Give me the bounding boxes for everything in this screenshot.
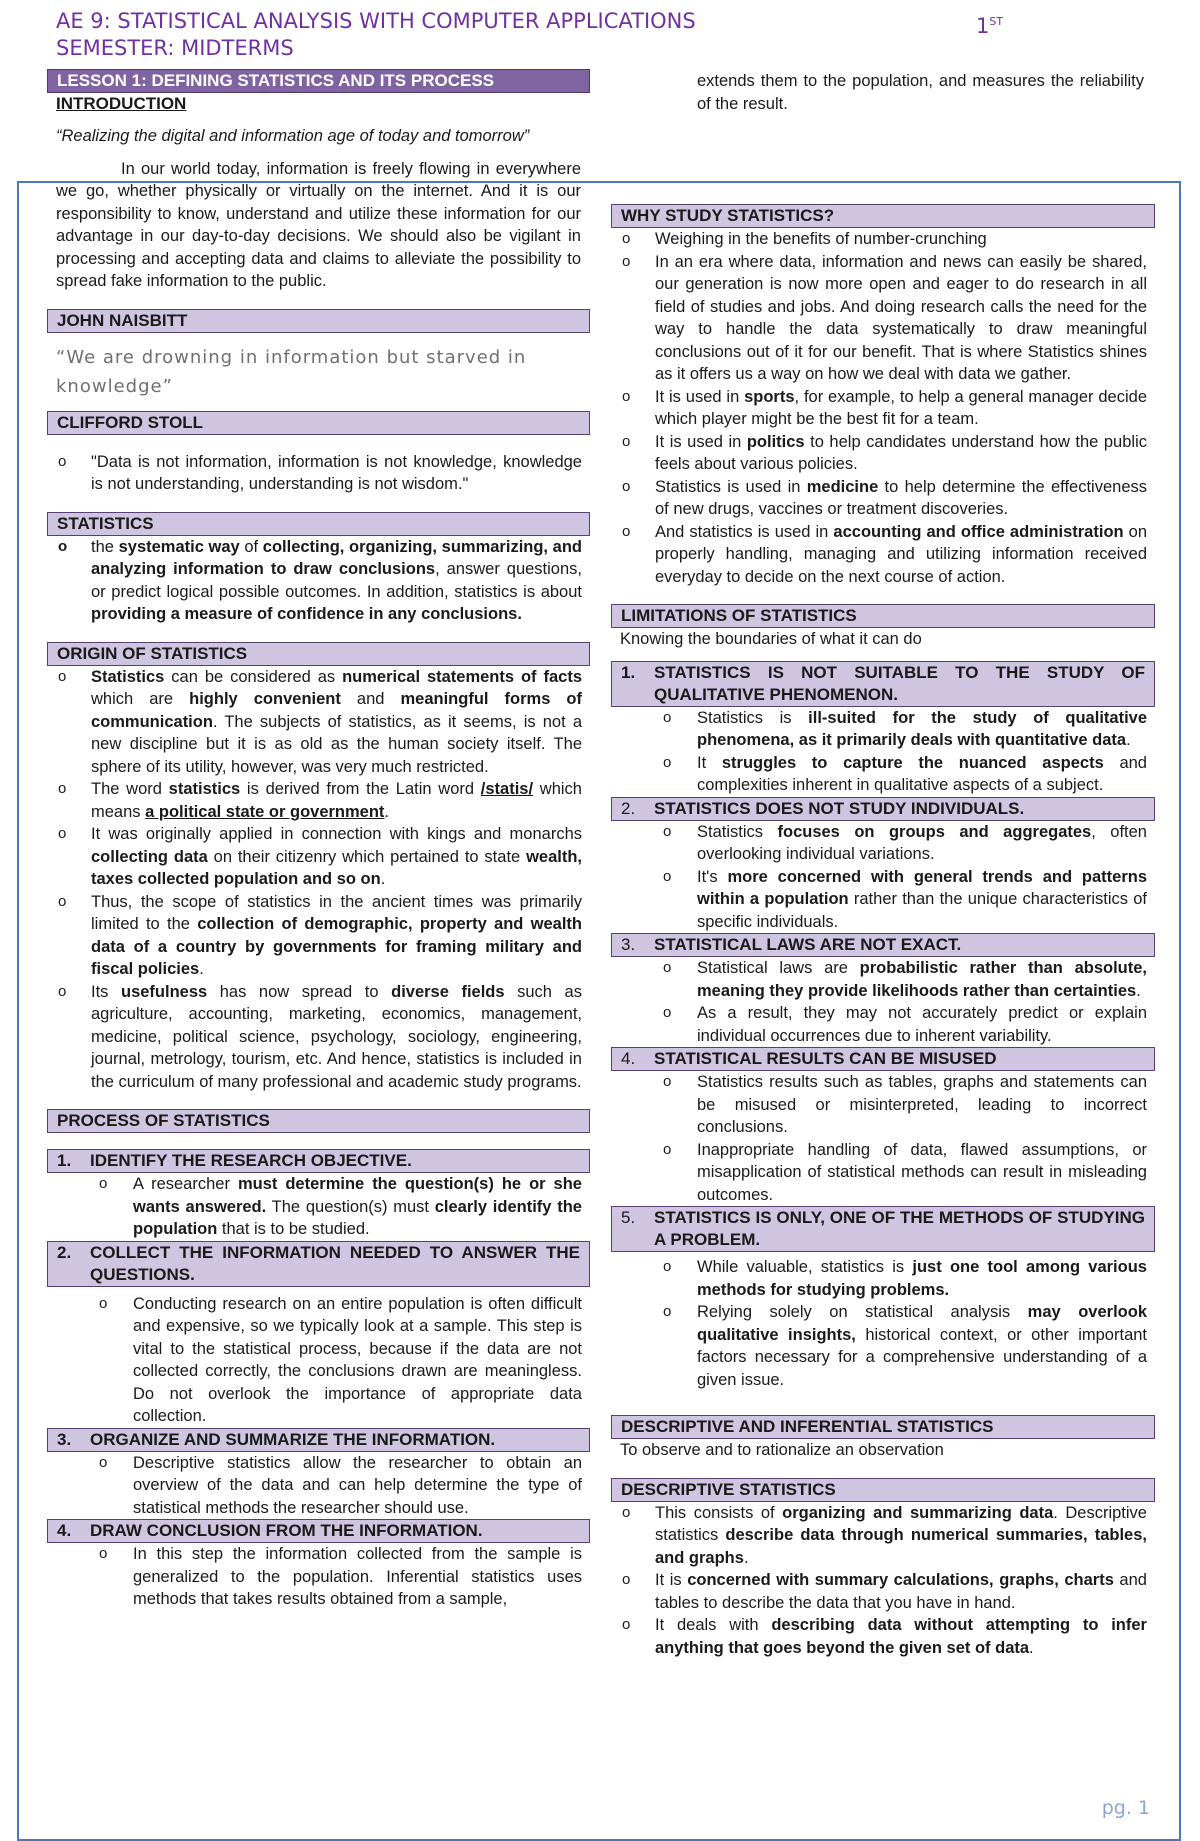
intro-quote: “Realizing the digital and information age of today and tomorrow” [56, 127, 530, 145]
stoll-quote: o "Data is not information, information is not knowledge, knowledge is not understanding, understanding is not wisdom." [47, 451, 590, 496]
limitation-2: 2. STATISTICS DOES NOT STUDY INDIVIDUALS. [611, 797, 1155, 821]
stoll-heading: CLIFFORD STOLL [47, 411, 590, 435]
list-item: o Statistics results such as tables, graphs and statements can be misused or misinterpreted, leading to incorrect conclusions. [611, 1071, 1155, 1139]
limitation-1: 1. STATISTICS IS NOT SUITABLE TO THE STUDY OF QUALITATIVE PHENOMENON. [611, 661, 1155, 707]
descriptive-inferential-heading: DESCRIPTIVE AND INFERENTIAL STATISTICS [611, 1415, 1155, 1439]
list-item: o Statistical laws are probabilistic rather than absolute, meaning they provide likelihoods rather than certainties. [611, 957, 1155, 1002]
list-item: o In this step the information collected from the sample is generalized to the population. Inferential statistics uses methods that takes results obtained from a sample, [47, 1543, 590, 1611]
limitation-5-list [611, 1256, 1155, 1391]
list-item: o As a result, they may not accurately predict or explain individual occurrences due to inherent variability. [611, 1002, 1155, 1047]
process-step-1: 1. IDENTIFY THE RESEARCH OBJECTIVE. [47, 1149, 590, 1173]
limitation-4-list [611, 1071, 1155, 1206]
list-item: o This consists of organizing and summarizing data. Descriptive statistics describe data through numerical summaries, tables, and graphs. [611, 1502, 1155, 1570]
limitation-4: 4. STATISTICAL RESULTS CAN BE MISUSED [611, 1047, 1155, 1071]
list-item: o And statistics is used in accounting and office administration on properly handling, managing and utilizing information received everyday to decide on the next course of action. [611, 521, 1155, 589]
step-2-list [47, 1293, 590, 1428]
list-item: o It's more concerned with general trends and patterns within a population rather than the unique characteristics of specific individuals. [611, 866, 1155, 934]
title-line-1: AE 9: STATISTICAL ANALYSIS WITH COMPUTER APPLICATIONS [56, 9, 696, 33]
list-item: o Statistics is used in medicine to help determine the effectiveness of new drugs, vaccines or treatment discoveries. [611, 476, 1155, 521]
list-item: o While valuable, statistics is just one tool among various methods for studying problems. [611, 1256, 1155, 1301]
continuation-block [697, 70, 1144, 115]
step-4-list [47, 1543, 590, 1611]
process-step-4: 4. DRAW CONCLUSION FROM THE INFORMATION. [47, 1519, 590, 1543]
page-number: pg. 1 [1101, 1797, 1150, 1819]
list-item: o It is used in politics to help candidates understand how the public feels about various policies. [611, 431, 1155, 476]
step-1-list [47, 1173, 590, 1241]
list-item: o A researcher must determine the question(s) he or she wants answered. The question(s) must clearly identify the population that is to be studied. [47, 1173, 590, 1241]
origin-heading: ORIGIN OF STATISTICS [47, 642, 590, 666]
stoll-list [47, 451, 590, 496]
list-item: o It struggles to capture the nuanced aspects and complexities inherent in qualitative aspects of a subject. [611, 752, 1155, 797]
list-item: o Conducting research on an entire population is often difficult and expensive, so we typically look at a sample. This step is vital to the statistical process, because if the data are not collected correctly, the conclusions drawn are meaningless. Do not overlook the importance of appropriate data collection. [47, 1293, 590, 1428]
list-item: o It is concerned with summary calculations, graphs, charts and tables to describe the data that you have in hand. [611, 1569, 1155, 1614]
list-item: o Statistics is ill-suited for the study of qualitative phenomena, as it primarily deals with quantitative data. [611, 707, 1155, 752]
naisbitt-quote: “We are drowning in information but starved in knowledge” [56, 346, 527, 397]
list-item: o Weighing in the benefits of number-crunching [611, 228, 1155, 251]
left-column [47, 69, 590, 1611]
list-item: o It deals with describing data without attempting to infer anything that goes beyond the given set of data. [611, 1614, 1155, 1659]
statistics-heading: STATISTICS [47, 512, 590, 536]
continuation-text: extends them to the population, and measures the reliability of the result. [697, 72, 1144, 113]
document-title [56, 8, 1016, 62]
statistics-list [47, 536, 590, 626]
why-list [611, 228, 1155, 588]
list-item: o Statistics can be considered as numerical statements of facts which are highly convenient and meaningful forms of communication. The subjects of statistics, as it seems, is not a new discipline but it is as old as the human society itself. The sphere of its utility, however, was very much restricted. [47, 666, 590, 779]
limitation-1-list [611, 707, 1155, 797]
limitation-3-list [611, 957, 1155, 1047]
descriptive-list [611, 1502, 1155, 1660]
list-item: o Statistics focuses on groups and aggregates, often overlooking individual variations. [611, 821, 1155, 866]
limitation-3: 3. STATISTICAL LAWS ARE NOT EXACT. [611, 933, 1155, 957]
list-item: o Inappropriate handling of data, flawed assumptions, or misapplication of statistical methods can result in misleading outcomes. [611, 1139, 1155, 1207]
introduction-heading: INTRODUCTION [56, 94, 187, 113]
list-item: o Relying solely on statistical analysis may overlook qualitative insights, historical context, or other important factors necessary for a comprehensive understanding of a given issue. [611, 1301, 1155, 1391]
list-item: o In an era where data, information and news can easily be shared, our generation is now more open and eager to do research in all field of studies and jobs. And doing research calls the need for the way to handle the data systematically to draw meaningful conclusions out of it for our benefit. That is where Statistics shines as it offers us a way on how we deal with data we gather. [611, 251, 1155, 386]
semester-number: 1ST [976, 14, 1004, 38]
descriptive-inferential-subtitle: To observe and to rationalize an observation [620, 1441, 944, 1459]
list-item: o Thus, the scope of statistics in the ancient times was primarily limited to the collection of demographic, property and wealth data of a country by governments for framing military and fiscal policies. [47, 891, 590, 981]
step-3-list [47, 1452, 590, 1520]
list-item: o It was originally applied in connection with kings and monarchs collecting data on their citizenry which pertained to state wealth, taxes collected population and so on. [47, 823, 590, 891]
limitations-subtitle: Knowing the boundaries of what it can do [620, 630, 922, 648]
limitations-heading: LIMITATIONS OF STATISTICS [611, 604, 1155, 628]
process-heading: PROCESS OF STATISTICS [47, 1109, 590, 1133]
process-step-3: 3. ORGANIZE AND SUMMARIZE THE INFORMATION. [47, 1428, 590, 1452]
title-line-2: SEMESTER: MIDTERMS [56, 36, 294, 60]
list-item: o The word statistics is derived from the Latin word /statis/ which means a political state or government. [47, 778, 590, 823]
intro-paragraph: In our world today, information is freely flowing in everywhere we go, whether physically or virtually on the internet. And it is our responsibility to know, understand and utilize these information for our advantage in our day-to-day decisions. We should also be vigilant in processing and accepting data and claims to alleviate the possibility to spread fake information to the public. [56, 159, 581, 290]
right-column [611, 204, 1155, 1659]
descriptive-heading: DESCRIPTIVE STATISTICS [611, 1478, 1155, 1502]
process-step-2: 2. COLLECT THE INFORMATION NEEDED TO ANSWER THE QUESTIONS. [47, 1241, 590, 1287]
statistics-definition: o the systematic way of collecting, organizing, summarizing, and analyzing information to draw conclusions, answer questions, or predict logical possible outcomes. In addition, statistics is about providing a measure of confidence in any conclusions. [47, 536, 590, 626]
naisbitt-heading: JOHN NAISBITT [47, 309, 590, 333]
origin-list [47, 666, 590, 1094]
list-item: o Its usefulness has now spread to diverse fields such as agriculture, accounting, marketing, economics, management, medicine, political science, psychology, sociology, engineering, journal, metrology, tourism, etc. And hence, statistics is included in the curriculum of many professional and academic study programs. [47, 981, 590, 1094]
list-item: o Descriptive statistics allow the researcher to obtain an overview of the data and can help determine the type of statistical methods the researcher should use. [47, 1452, 590, 1520]
limitation-2-list [611, 821, 1155, 934]
lesson-heading: LESSON 1: DEFINING STATISTICS AND ITS PROCESS [47, 69, 590, 93]
why-heading: WHY STUDY STATISTICS? [611, 204, 1155, 228]
list-item: o It is used in sports, for example, to help a general manager decide which player might be the best fit for a team. [611, 386, 1155, 431]
limitation-5: 5. STATISTICS IS ONLY, ONE OF THE METHODS OF STUDYING A PROBLEM. [611, 1206, 1155, 1252]
